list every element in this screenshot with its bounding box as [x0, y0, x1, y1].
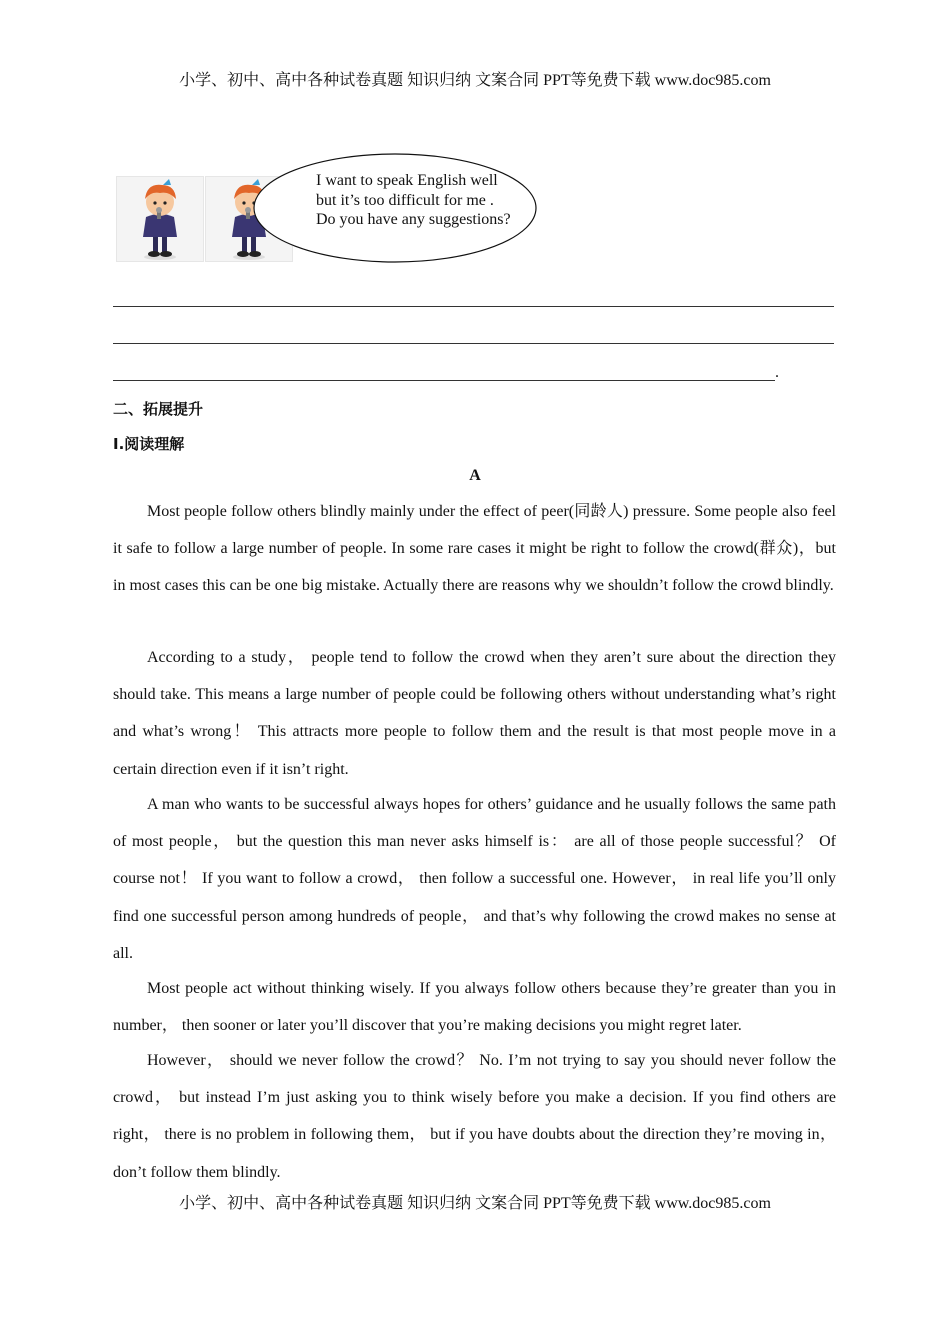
section-subtitle: I.阅读理解: [113, 435, 185, 453]
boy-illustration: [116, 176, 204, 262]
paragraph: Most people follow others blindly mainly under the effect of peer(同龄人) pressure. Some people also feel it safe to follow a large number of people. In some rare cases it might be right to follow the crowd(群众)，but in most cases this can be one big mistake. Actually there are reasons why we shouldn’t follow the crowd blindly.: [113, 503, 836, 595]
paragraph: Most people act without thinking wisely. If you always follow others because they’re greater than you in number， then sooner or later you’ll discover that you’re making decisions you might regret later.: [113, 980, 836, 1035]
page-header: 小学、初中、高中各种试卷真题 知识归纳 文案合同 PPT等免费下载 www.doc985.com: [179, 72, 771, 89]
answer-line[interactable]: [113, 306, 834, 307]
speech-bubble-text: I want to speak English well but it’s too difficult for me . Do you have any suggestions?: [316, 172, 511, 228]
page-footer: 小学、初中、高中各种试卷真题 知识归纳 文案合同 PPT等免费下载 www.doc985.com: [179, 1195, 771, 1212]
paragraph: A man who wants to be successful always hopes for others’ guidance and he usually follows the same path of most people， but the question this man never asks himself is： are all of those people successful？ Of course not！ If you want to follow a crowd， then follow a successful one. However， in real life you’ll only find one successful person among hundreds of people， and that’s why following the crowd makes no sense at all.: [113, 796, 836, 962]
answer-end-period: .: [775, 364, 779, 381]
passage-label: A: [469, 467, 481, 484]
paragraph: According to a study， people tend to follow the crowd when they aren’t sure about the direction they should take. This means a large number of people could be following others without understanding what’s right and what’s wrong！ This attracts more people to follow them and the result is that most people move in a certain direction even if it isn’t right.: [113, 649, 837, 778]
paragraph: However， should we never follow the crowd？ No. I’m not trying to say you should never follow the crowd， but instead I’m just asking you to think wisely before you make a decision. If you find others are right， there is no problem in following them， but if you have doubts about the direction they’re moving in， don’t follow them blindly.: [113, 1052, 836, 1181]
answer-line[interactable]: [113, 343, 834, 344]
section-title: 二、拓展提升: [113, 400, 204, 418]
answer-line[interactable]: [113, 380, 775, 381]
